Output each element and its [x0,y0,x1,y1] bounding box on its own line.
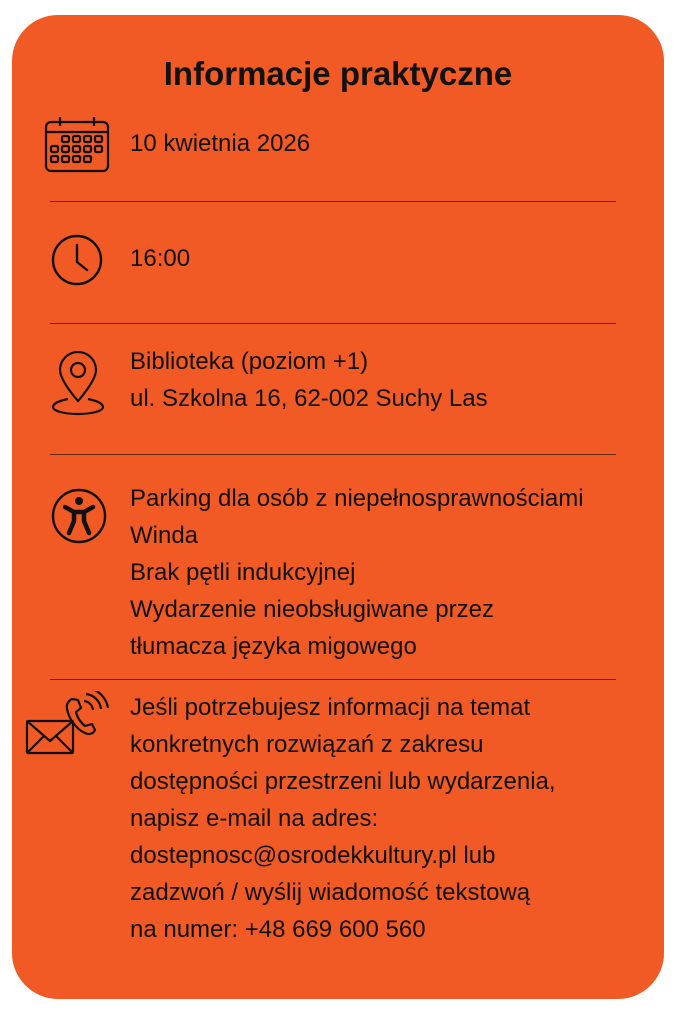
info-card [12,15,664,999]
accessibility-line: Wydarzenie nieobsługiwane przez [130,596,494,623]
contact-line: na numer: +48 669 600 560 [130,916,426,943]
time-text [130,240,654,277]
accessibility-line: Winda [130,522,199,549]
accessibility-text [130,480,654,665]
mail-phone-icon [24,691,110,766]
time-line: 16:00 [130,245,191,272]
divider [50,454,616,455]
contact-line: konkretnych rozwiązań z zakresu [130,731,484,758]
divider [50,201,616,202]
contact-line: dostepnosc@osrodekkultury.pl lub [130,842,496,869]
accessibility-line: Parking dla osób z niepełnosprawnościami [130,485,584,512]
accessibility-line: Brak pętli indukcyjnej [130,559,356,586]
date-line: 10 kwietnia 2026 [130,130,311,157]
calendar-icon [44,115,110,178]
divider [50,679,616,680]
accessibility-line: tłumacza języka migowego [130,633,417,660]
accessibility-icon [50,487,108,550]
contact-line: zadzwoń / wyślij wiadomość tekstową [130,879,531,906]
clock-icon [50,233,104,292]
contact-text [130,689,654,948]
location-pin-icon [50,351,106,422]
contact-line: napisz e-mail na adres: [130,805,379,832]
contact-line: Jeśli potrzebujesz informacji na temat [130,694,531,721]
divider [50,323,616,324]
location-line: ul. Szkolna 16, 62-002 Suchy Las [130,385,488,412]
location-line: Biblioteka (poziom +1) [130,348,369,375]
contact-line: dostępności przestrzeni lub wydarzenia, [130,768,556,795]
location-text [130,343,654,417]
card-title: Informacje praktyczne [163,55,513,92]
date-text [130,125,654,162]
